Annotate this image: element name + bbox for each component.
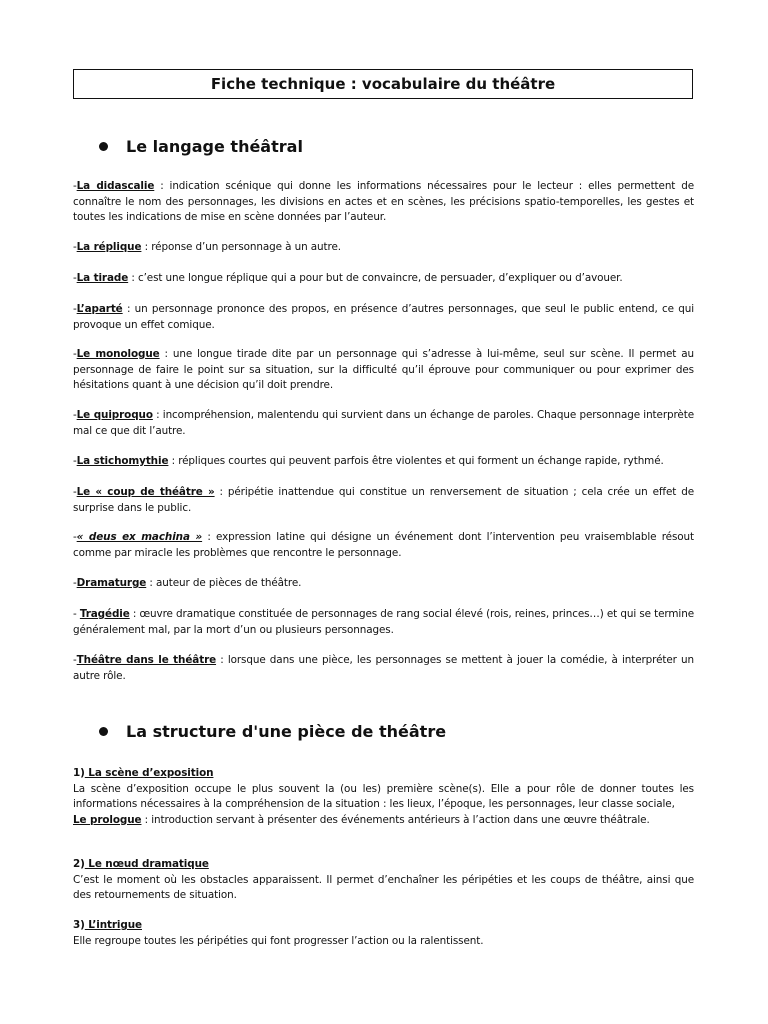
definition-aparte: -L’aparté : un personnage prononce des propos, en présence d’autres personnages, que seul le public entend, ce qui provoque un effet comique.: [73, 303, 694, 331]
definition-stichomythie: -La stichomythie : répliques courtes qui peuvent parfois être violentes et qui forment un échange rapide, rythmé.: [73, 455, 664, 467]
bullet-icon: [99, 142, 108, 151]
definition-didascalie: -La didascalie : indication scénique qui donne les informations nécessaires pour le lecteur : elles permettent de connaître le nom des personnages, les divisions en actes et en scènes, les précisions spatio-temporelles, les gestes et toutes les indications de mise en scène données par l’auteur.: [73, 180, 694, 223]
definition-dramaturge: -Dramaturge : auteur de pièces de théâtre.: [73, 577, 302, 589]
definition-deus-ex-machina: -« deus ex machina » : expression latine qui désigne un événement dont l’intervention peu vraisemblable résout comme par miracle les problèmes que rencontre le personnage.: [73, 531, 694, 559]
definition-theatre-dans-le-theatre: -Théâtre dans le théâtre : lorsque dans une pièce, les personnages se mettent à jouer la comédie, à interpréter un autre rôle.: [73, 654, 694, 682]
section-heading-langage: Le langage théâtral: [99, 137, 303, 156]
definition-tragedie: - Tragédie : œuvre dramatique constituée de personnages de rang social élevé (rois, reines, princes…) et qui se termine généralement mal, par la mort d’un ou plusieurs personnages.: [73, 608, 695, 636]
section-heading-structure: La structure d'une pièce de théâtre: [99, 722, 446, 741]
page-title: Fiche technique : vocabulaire du théâtre: [73, 69, 693, 99]
definition-quiproquo: -Le quiproquo : incompréhension, malentendu qui survient dans un échange de paroles. Chaque personnage interprète mal ce que dit l’autre.: [73, 409, 694, 437]
structure-part-intrigue: 3) L’intrigue Elle regroupe toutes les péripéties qui font progresser l’action ou la ralentissent.: [73, 919, 484, 947]
structure-part-exposition: 1) La scène d’exposition La scène d’exposition occupe le plus souvent la (ou les) première scène(s). Elle a pour rôle de donner toutes les informations nécessaires à la compréhension de la situation : les lieux, l’époque, les personnages, leur classe sociale, Le prologue : introduction servant à présenter des événements antérieurs à l’action dans une œuvre théâtrale.: [73, 767, 694, 826]
bullet-icon: [99, 727, 108, 736]
structure-part-noeud: 2) Le nœud dramatique C’est le moment où les obstacles apparaissent. Il permet d’enchaîner les péripéties et les coups de théâtre, ainsi que des retournements de situation.: [73, 858, 694, 901]
definition-monologue: -Le monologue : une longue tirade dite par un personnage qui s’adresse à lui-même, seul sur scène. Il permet au personnage de faire le point sur sa situation, sur la difficulté qu’il éprouve pour communiquer ou pour exprimer des hésitations quant à une décision qu’il doit prendre.: [73, 348, 694, 391]
definition-replique: -La réplique : réponse d’un personnage à un autre.: [73, 241, 341, 253]
definition-tirade: -La tirade : c’est une longue réplique qui a pour but de convaincre, de persuader, d’expliquer ou d’avouer.: [73, 272, 623, 284]
definition-coup-de-theatre: -Le « coup de théâtre » : péripétie inattendue qui constitue un renversement de situation ; cela crée un effet de surprise dans le public.: [73, 486, 694, 514]
